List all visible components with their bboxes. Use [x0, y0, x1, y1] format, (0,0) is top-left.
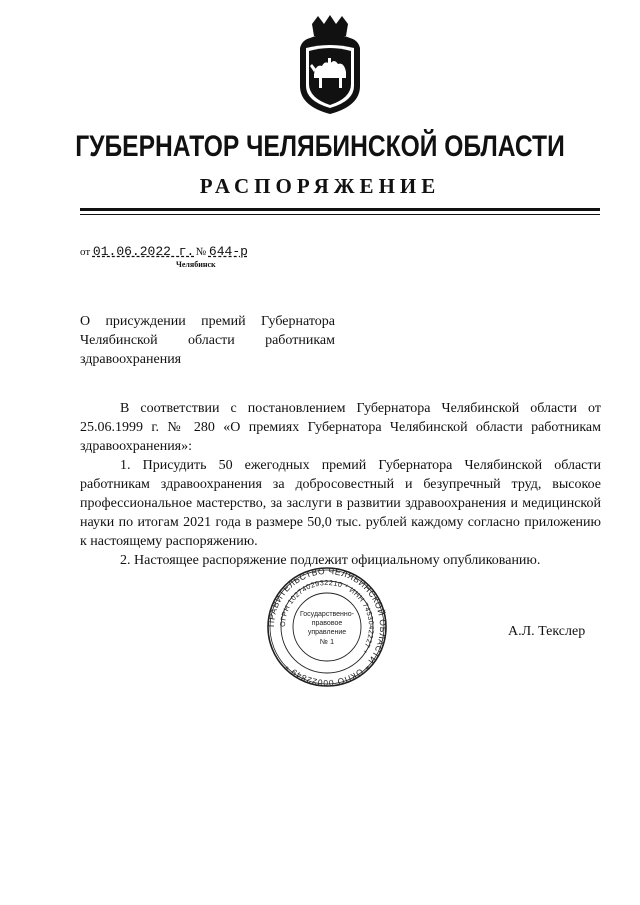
seal-center-line-3: управление [307, 629, 347, 636]
item-1-paragraph: 1. Присудить 50 ежегодных премий Губернатора Челябинской области работникам здравоохранения за добросовестный и безупречный труд, высокое профессиональное мастерство, за заслуги в развитии здравоохранения и медицинской науки по итогам 2021 года в размере 50,0 тыс. рублей каждому согласно приложению к настоящему распоряжению. [80, 458, 601, 549]
dateline [80, 244, 281, 259]
issuer-title: ГУБЕРНАТОР ЧЕЛЯБИНСКОЙ ОБЛАСТИ [75, 130, 565, 163]
seal-outer-text: ПРАВИТЕЛЬСТВО ЧЕЛЯБИНСКОЙ ОБЛАСТИ * ОКПО 00022849 * [266, 566, 388, 688]
subject-line-2: Челябинской области работникам [80, 333, 335, 348]
header-rule-thin [80, 214, 600, 215]
document-type: РАСПОРЯЖЕНИЕ [199, 174, 441, 198]
header-rule-thick [80, 208, 600, 211]
date-prefix: от [80, 246, 91, 258]
number-sign: № [195, 246, 207, 258]
coat-of-arms-emblem [292, 14, 368, 116]
seal-inner-text: ОГРН 1027402932210 * ИНН 7453042227 * [277, 577, 377, 656]
document-body [80, 399, 601, 570]
preamble-paragraph: В соответствии с постановлением Губернатора Челябинской области от 25.06.1999 г. № 280 «О премиях Губернатора Челябинской области работникам здравоохранения»: [80, 401, 601, 454]
subject-line-1: О присуждении премий Губернатора [80, 314, 335, 329]
signatory-name: А.Л. Текслер [508, 624, 586, 639]
document-subject [80, 312, 335, 369]
subject-line-3: здравоохранения [80, 352, 182, 367]
city-label: Челябинск [176, 260, 216, 269]
item-2-paragraph: 2. Настоящее распоряжение подлежит официальному опубликованию. [120, 553, 541, 568]
seal-center-line-4: № 1 [319, 637, 335, 646]
seal-center-line-2: правовое [311, 620, 343, 627]
document-number: 644-р [208, 244, 248, 259]
seal-center-line-1: Государственно- [299, 611, 355, 618]
document-date: 01.06.2022 г. [92, 244, 195, 259]
official-seal-stamp [266, 566, 388, 688]
